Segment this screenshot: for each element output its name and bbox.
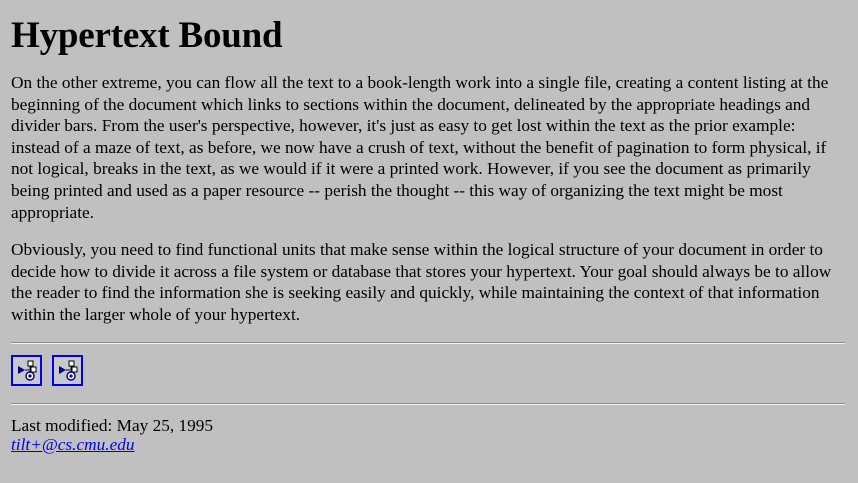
- body-paragraph-1: On the other extreme, you can flow all the text to a book-length work into a single file, creating a content listing at the beginning of the document which links to sections within the document, delineated by the appropriate headings and divider bars. From the user's perspective, however, it's just as easy to get lost within the text as the prior example: instead of a maze of text, as before, we now have a crush of text, without the benefit of pagination to form physical, if not logical, breaks in the text, as we would if it were a printed work. However, if you see the document as primarily being printed and used as a paper resource -- perish the thought -- this way of organizing the text might be most appropriate.: [11, 73, 829, 222]
- nav-button-previous[interactable]: [11, 355, 42, 386]
- body-paragraph-2: Obviously, you need to find functional units that make sense within the logical structure of your document in order to decide how to divide it across a file system or database that stores your hypertext. Your goal should always be to allow the reader to find the information she is seeking easily and quickly, while maintaining the context of that information within the larger whole of your hypertext.: [11, 240, 832, 324]
- divider-bottom: [11, 403, 845, 405]
- navigation-bar: [11, 344, 847, 403]
- nav-link-icon: [13, 357, 40, 384]
- page-footer: [11, 416, 847, 455]
- nav-button-next[interactable]: [52, 355, 83, 386]
- nav-link-icon: [54, 357, 81, 384]
- email-link[interactable]: tilt+@cs.cmu.edu: [11, 435, 135, 455]
- last-modified: Last modified: May 25, 1995: [11, 415, 214, 435]
- page-title: Hypertext Bound: [11, 15, 283, 56]
